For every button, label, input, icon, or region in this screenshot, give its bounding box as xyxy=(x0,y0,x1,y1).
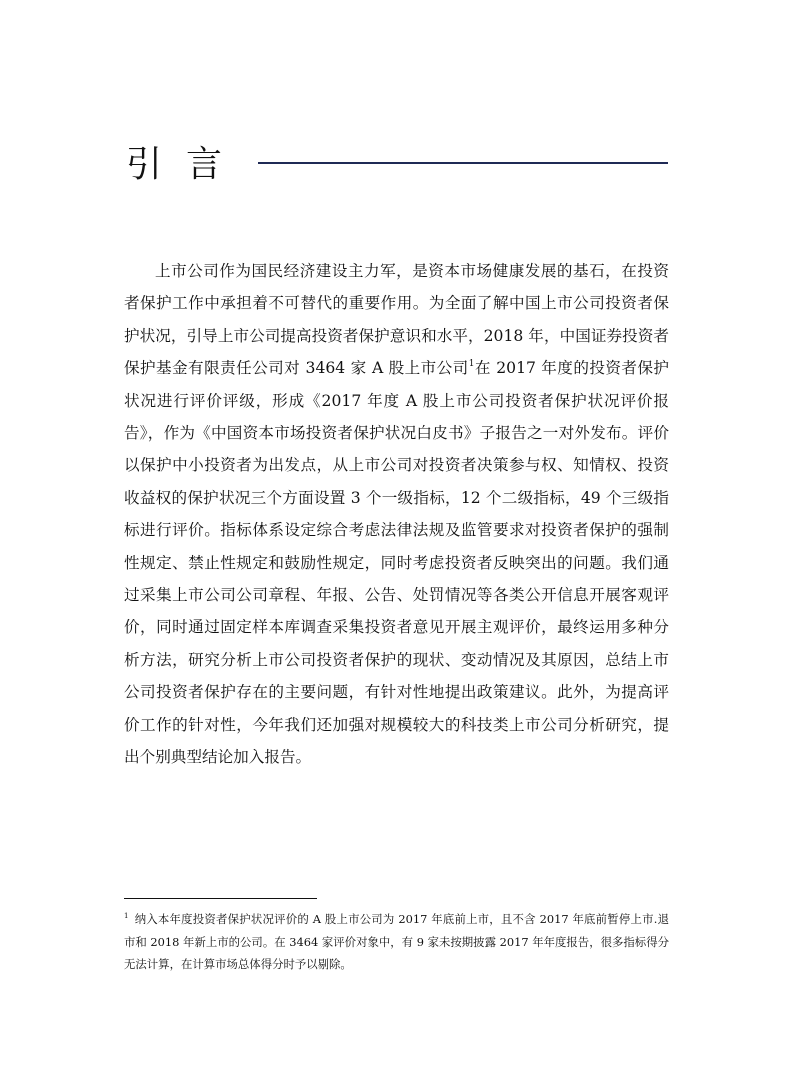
footnote xyxy=(124,908,669,976)
footnote-text: 纳入本年度投资者保护状况评价的 A 股上市公司为 2017 年底前上市，且不含 2017 年底前暂停上市.退市和 2018 年新上市的公司。在 3464 家评价对象中，有 9 家未按期披露 2017 年年度报告，很多指标得分无法计算，在计算市场总体得分时予以剔除。 xyxy=(124,912,669,972)
section-heading: 引言 xyxy=(126,144,247,185)
footnote-reference[interactable]: 1 xyxy=(468,359,475,370)
footnote-marker: 1 xyxy=(124,912,129,920)
heading-rule xyxy=(258,162,668,164)
footnote-separator xyxy=(124,898,317,899)
paragraph-text-part-1: 上市公司作为国民经济建设主力军，是资本市场健康发展的基石，在投资者保护工作中承担着不可替代的重要作用。为全面了解中国上市公司投资者保护状况，引导上市公司提高投资者保护意识和水平，2018 年，中国证券投资者保护基金有限责任公司对 3464 家 A 股上市公司 xyxy=(124,262,669,378)
intro-paragraph xyxy=(124,255,669,774)
paragraph-text-part-2: 在 2017 年度的投资者保护状况进行评价评级，形成《2017 年度 A 股上市公司投资者保护状况评价报告》，作为《中国资本市场投资者保护状况白皮书》子报告之一对外发布。评价以保护中小投资者为出发点，从上市公司对投资者决策参与权、知情权、投资收益权的保护状况三个方面设置 3 个一级指标，12 个二级指标，49 个三级指标进行评价。指标体系设定综合考虑法律法规及监管要求对投资者保护的强制性规定、禁止性规定和鼓励性规定，同时考虑投资者反映突出的问题。我们通过采集上市公司公司章程、年报、公告、处罚情况等各类公开信息开展客观评价，同时通过固定样本库调查采集投资者意见开展主观评价，最终运用多种分析方法，研究分析上市公司投资者保护的现状、变动情况及其原因，总结上市公司投资者保护存在的主要问题，有针对性地提出政策建议。此外，为提高评价工作的针对性，今年我们还加强对规模较大的科技类上市公司分析研究，提出个别典型结论加入报告。 xyxy=(124,359,669,767)
